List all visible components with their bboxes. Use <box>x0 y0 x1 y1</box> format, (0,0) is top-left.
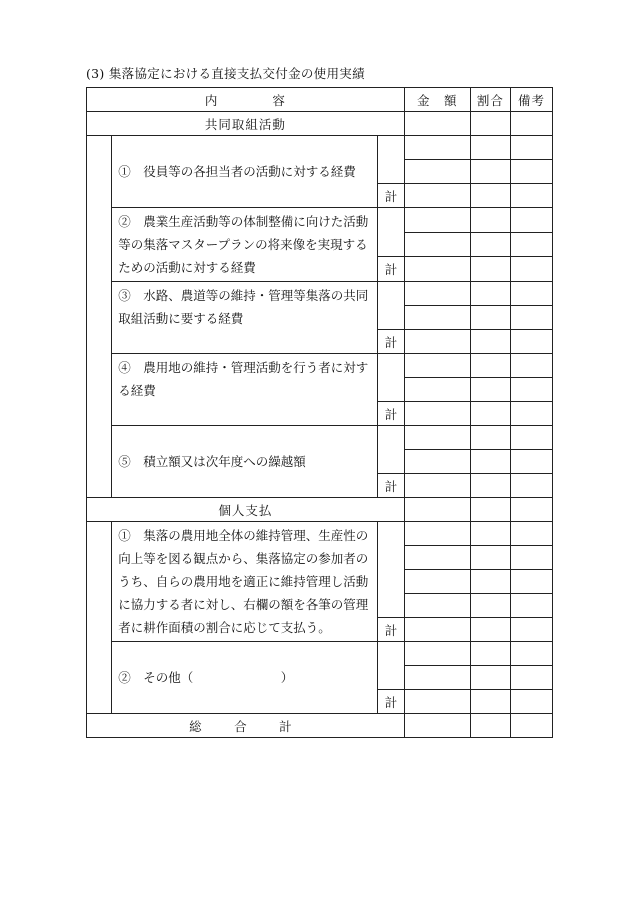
remarks-cell[interactable] <box>510 666 552 690</box>
subtotal-spacer <box>378 354 404 402</box>
ratio-cell[interactable] <box>470 522 510 546</box>
ratio-cell[interactable] <box>470 136 510 160</box>
section-row-joint <box>87 112 553 136</box>
amount-cell[interactable] <box>404 474 470 498</box>
header-ratio: 割合 <box>470 88 510 112</box>
item-j5: ⑤ 積立額又は次年度への繰越額 <box>112 426 378 498</box>
section-row-personal <box>87 498 553 522</box>
remarks-cell[interactable] <box>510 354 552 378</box>
ratio-cell[interactable] <box>470 642 510 666</box>
amount-cell[interactable] <box>404 498 470 522</box>
amount-cell[interactable] <box>404 402 470 426</box>
subtotal-label: 計 <box>378 618 404 642</box>
remarks-cell[interactable] <box>510 570 552 594</box>
amount-cell[interactable] <box>404 232 470 257</box>
ratio-cell[interactable] <box>470 354 510 378</box>
subtotal-spacer <box>378 208 404 257</box>
remarks-cell[interactable] <box>510 546 552 570</box>
subtotal-label: 計 <box>378 690 404 714</box>
remarks-cell[interactable] <box>510 522 552 546</box>
amount-cell[interactable] <box>404 112 470 136</box>
remarks-cell[interactable] <box>510 112 552 136</box>
amount-cell[interactable] <box>404 257 470 282</box>
ratio-cell[interactable] <box>470 378 510 402</box>
item-p2: ② その他（ ） <box>112 642 378 714</box>
amount-cell[interactable] <box>404 184 470 208</box>
item-j2: ② 農業生産活動等の体制整備に向けた活動等の集落マスタープランの将来像を実現するための活動に対する経費 <box>112 208 378 282</box>
section-label-personal: 個人支払 <box>87 498 405 522</box>
ratio-cell[interactable] <box>470 570 510 594</box>
remarks-cell[interactable] <box>510 426 552 450</box>
subtotal-spacer <box>378 522 404 618</box>
item-j4: ④ 農用地の維持・管理活動を行う者に対する経費 <box>112 354 378 426</box>
subtotal-label: 計 <box>378 330 404 354</box>
remarks-cell[interactable] <box>510 232 552 257</box>
item-j1: ① 役員等の各担当者の活動に対する経費 <box>112 136 378 208</box>
remarks-cell[interactable] <box>510 618 552 642</box>
remarks-cell[interactable] <box>510 690 552 714</box>
amount-cell[interactable] <box>404 282 470 306</box>
item-j3: ③ 水路、農道等の維持・管理等集落の共同取組活動に要する経費 <box>112 282 378 354</box>
remarks-cell[interactable] <box>510 184 552 208</box>
subtotal-spacer <box>378 642 404 690</box>
remarks-cell[interactable] <box>510 136 552 160</box>
ratio-cell[interactable] <box>470 257 510 282</box>
amount-cell[interactable] <box>404 426 470 450</box>
amount-cell[interactable] <box>404 306 470 330</box>
grand-total-label: 総 合 計 <box>87 714 405 738</box>
ratio-cell[interactable] <box>470 474 510 498</box>
ratio-cell[interactable] <box>470 402 510 426</box>
header-content: 内 容 <box>87 88 405 112</box>
amount-cell[interactable] <box>404 354 470 378</box>
remarks-cell[interactable] <box>510 714 552 738</box>
amount-cell[interactable] <box>404 666 470 690</box>
amount-cell[interactable] <box>404 208 470 233</box>
remarks-cell[interactable] <box>510 330 552 354</box>
remarks-cell[interactable] <box>510 282 552 306</box>
amount-cell[interactable] <box>404 714 470 738</box>
ratio-cell[interactable] <box>470 232 510 257</box>
amount-cell[interactable] <box>404 618 470 642</box>
subtotal-spacer <box>378 282 404 330</box>
ratio-cell[interactable] <box>470 498 510 522</box>
ratio-cell[interactable] <box>470 426 510 450</box>
subtotal-label: 計 <box>378 402 404 426</box>
section-label-joint: 共同取組活動 <box>87 112 405 136</box>
ratio-cell[interactable] <box>470 160 510 184</box>
indent-spacer <box>87 136 112 498</box>
ratio-cell[interactable] <box>470 450 510 474</box>
header-amount: 金 額 <box>404 88 470 112</box>
ratio-cell[interactable] <box>470 306 510 330</box>
grand-total-row <box>87 714 553 738</box>
remarks-cell[interactable] <box>510 257 552 282</box>
remarks-cell[interactable] <box>510 450 552 474</box>
remarks-cell[interactable] <box>510 160 552 184</box>
ratio-cell[interactable] <box>470 690 510 714</box>
indent-spacer <box>87 522 112 714</box>
subtotal-label: 計 <box>378 474 404 498</box>
amount-cell[interactable] <box>404 330 470 354</box>
remarks-cell[interactable] <box>510 642 552 666</box>
ratio-cell[interactable] <box>470 594 510 618</box>
grant-usage-table <box>86 87 553 738</box>
amount-cell[interactable] <box>404 594 470 618</box>
remarks-cell[interactable] <box>510 306 552 330</box>
amount-cell[interactable] <box>404 570 470 594</box>
amount-cell[interactable] <box>404 690 470 714</box>
ratio-cell[interactable] <box>470 330 510 354</box>
remarks-cell[interactable] <box>510 378 552 402</box>
remarks-cell[interactable] <box>510 402 552 426</box>
subtotal-spacer <box>378 136 404 184</box>
amount-cell[interactable] <box>404 160 470 184</box>
header-row <box>87 88 553 112</box>
amount-cell[interactable] <box>404 378 470 402</box>
header-remarks: 備考 <box>510 88 552 112</box>
remarks-cell[interactable] <box>510 474 552 498</box>
ratio-cell[interactable] <box>470 618 510 642</box>
amount-cell[interactable] <box>404 546 470 570</box>
subtotal-spacer <box>378 426 404 474</box>
remarks-cell[interactable] <box>510 208 552 233</box>
ratio-cell[interactable] <box>470 208 510 233</box>
amount-cell[interactable] <box>404 450 470 474</box>
amount-cell[interactable] <box>404 522 470 546</box>
remarks-cell[interactable] <box>510 594 552 618</box>
ratio-cell[interactable] <box>470 546 510 570</box>
section-title: (3) 集落協定における直接支払交付金の使用実績 <box>86 66 365 81</box>
ratio-cell[interactable] <box>470 112 510 136</box>
amount-cell[interactable] <box>404 642 470 666</box>
subtotal-label: 計 <box>378 184 404 208</box>
amount-cell[interactable] <box>404 136 470 160</box>
subtotal-label: 計 <box>378 257 404 282</box>
ratio-cell[interactable] <box>470 184 510 208</box>
ratio-cell[interactable] <box>470 714 510 738</box>
item-p1: ① 集落の農用地全体の維持管理、生産性の向上等を図る観点から、集落協定の参加者のうち、自らの農用地を適正に維持管理し活動に協力する者に対し、右欄の額を各筆の管理者に耕作面積の割合に応じて支払う。 <box>112 522 378 642</box>
ratio-cell[interactable] <box>470 282 510 306</box>
remarks-cell[interactable] <box>510 498 552 522</box>
ratio-cell[interactable] <box>470 666 510 690</box>
